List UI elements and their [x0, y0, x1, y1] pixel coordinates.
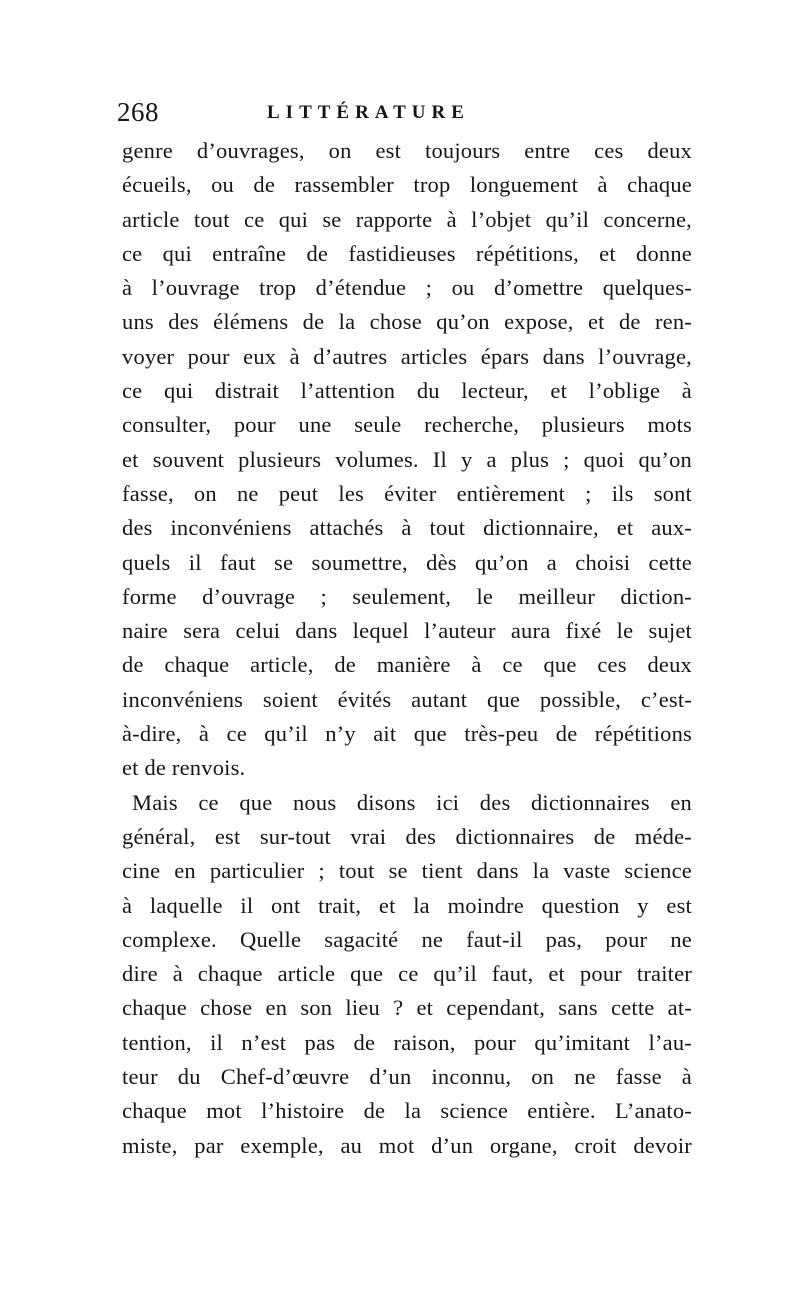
- text-line: complexe. Quelle sagacité ne faut-il pas, pour ne: [122, 926, 692, 952]
- text-line: ce qui entraîne de fastidieuses répétitions, et donne: [122, 240, 692, 266]
- text-line: et souvent plusieurs volumes. Il y a plus ; quoi qu’on: [122, 446, 692, 472]
- text-line: tention, il n’est pas de raison, pour qu’imitant l’au-: [122, 1029, 692, 1055]
- text-line: uns des élémens de la chose qu’on expose, et de ren-: [122, 309, 692, 335]
- text-line: quels il faut se soumettre, dès qu’on a choisi cette: [122, 549, 692, 575]
- text-line: chaque chose en son lieu ? et cependant, sans cette at-: [122, 995, 692, 1021]
- text-line: voyer pour eux à d’autres articles épars dans l’ouvrage,: [122, 343, 692, 369]
- text-line: de chaque article, de manière à ce que ces deux: [122, 652, 692, 678]
- text-line: inconvéniens soient évités autant que possible, c’est-: [122, 686, 692, 712]
- text-line: ce qui distrait l’attention du lecteur, et l’oblige à: [122, 378, 692, 404]
- text-line: genre d’ouvrages, on est toujours entre ces deux: [122, 138, 692, 163]
- text-line: à l’ouvrage trop d’étendue ; ou d’omettre quelques-: [122, 275, 692, 301]
- text-line: article tout ce qui se rapporte à l’objet qu’il concerne,: [122, 206, 692, 232]
- paragraph-end-line: et de renvois.: [122, 755, 246, 781]
- text-line: à-dire, à ce qu’il n’y ait que très-peu de répétitions: [122, 721, 692, 747]
- text-line: général, est sur-tout vrai des dictionnaires de méde-: [122, 823, 692, 849]
- text-line: consulter, pour une seule recherche, plusieurs mots: [122, 412, 692, 438]
- text-line: chaque mot l’histoire de la science entière. L’anato-: [122, 1098, 692, 1124]
- text-line: à laquelle il ont trait, et la moindre question y est: [122, 892, 692, 918]
- text-line: dire à chaque article que ce qu’il faut, et pour traiter: [122, 961, 692, 987]
- text-line: naire sera celui dans lequel l’auteur aura fixé le sujet: [122, 618, 692, 644]
- text-line: écueils, ou de rassembler trop longuement à chaque: [122, 172, 692, 198]
- text-line: teur du Chef-d’œuvre d’un inconnu, on ne fasse à: [122, 1064, 692, 1090]
- running-head: [117, 92, 687, 132]
- running-title: LITTÉRATURE: [267, 102, 470, 123]
- body-text: [122, 134, 692, 1163]
- text-line: forme d’ouvrage ; seulement, le meilleur diction-: [122, 583, 692, 609]
- text-line: miste, par exemple, au mot d’un organe, croit devoir: [122, 1132, 692, 1158]
- text-line: cine en particulier ; tout se tient dans la vaste science: [122, 858, 692, 884]
- text-line: des inconvéniens attachés à tout dictionnaire, et aux-: [122, 515, 692, 541]
- paragraph-start-line: Mais ce que nous disons ici des dictionnaires en: [132, 789, 692, 815]
- page-number: 268: [117, 97, 159, 127]
- text-line: fasse, on ne peut les éviter entièrement ; ils sont: [122, 480, 692, 506]
